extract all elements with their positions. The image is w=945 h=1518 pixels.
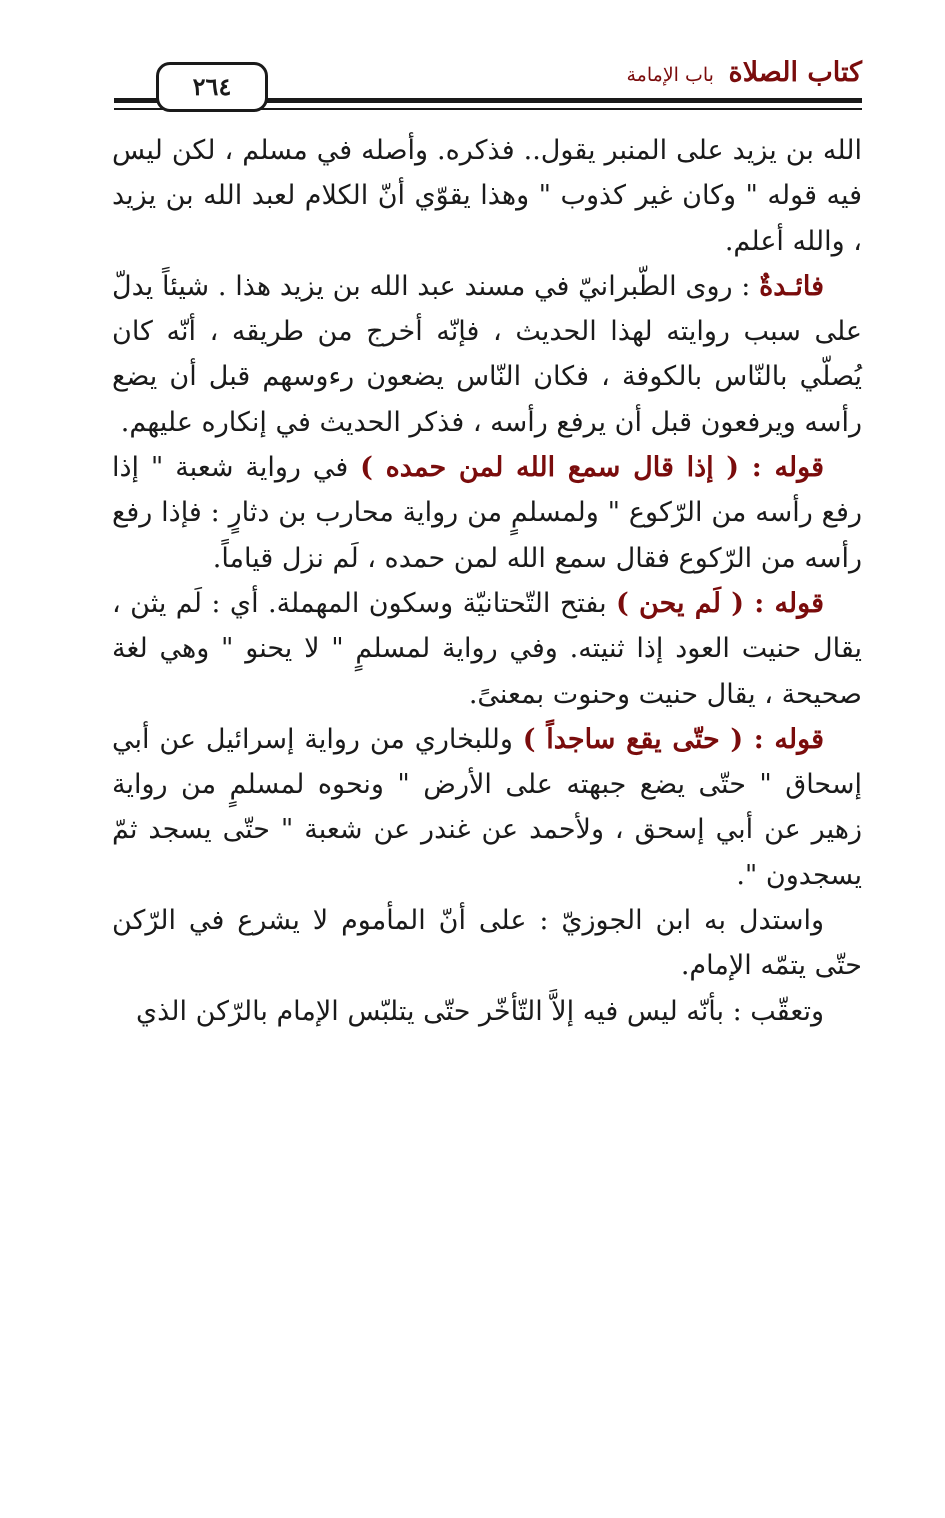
paragraph-lam-yahni [112,581,862,717]
paragraph-continuation [112,128,862,264]
paragraph-text: الله بن يزيد على المنبر يقول.. فذكره. وأصله في مسلم ، لكن ليس فيه قوله " وكان غير كذوب " وهذا يقوّي أنّ الكلام لعبد الله بن يزيد ، والله أعلم. [112,135,862,257]
paragraph-text: واستدل به ابن الجوزيّ : على أنّ المأموم لا يشرع في الرّكن حتّى يتمّه الإمام. [112,905,862,982]
paragraph-sami-allah [112,445,862,581]
page-number-box [156,62,268,112]
chapter-name: باب الإمامة [626,64,714,86]
paragraph-text: بفتح التّحتانيّة وسكون المهملة. أي : لَم يثن ، يقال حنيت العود إذا ثنيته. وفي رواية لمسلمٍ " لا يحنو " وهي لغة صحيحة ، يقال حنيت وحنوت بمعنىً. [112,587,862,710]
page-body [112,128,862,1034]
paragraph-taaqqub [112,989,862,1034]
paragraph-faida [112,264,862,445]
paragraph-heading: قوله : ( لَم يحن ) [616,587,825,619]
paragraph-text: في رواية شعبة " إذا رفع رأسه من الرّكوع " ولمسلمٍ من رواية محارب بن دثارٍ : فإذا رفع رأسه من الرّكوع فقال سمع الله لمن حمده ، لَم نزل قياماً. [112,452,862,574]
running-title [627,56,863,92]
paragraph-heading: فائـدةٌ [759,270,824,302]
paragraph-heading: قوله : ( إذا قال سمع الله لمن حمده ) [360,452,825,484]
paragraph-text: وتعقّب : بأنّه ليس فيه إلاَّ التّأخّر حتّى يتلبّس الإمام بالرّكن الذي [135,995,824,1027]
paragraph-ibn-aljawzi [112,898,862,989]
page-number: ٢٦٤ [192,72,232,101]
paragraph-text: وللبخاري من رواية إسرائيل عن أبي إسحاق " حتّى يضع جبهته على الأرض " ونحوه لمسلمٍ من رواية زهير عن أبي إسحق ، ولأحمد عن غندر عن شعبة " حتّى يسجد ثمّ يسجدون ". [112,723,862,891]
paragraph-hatta-yaqa [112,717,862,898]
paragraph-text: : روى الطّبرانيّ في مسند عبد الله بن يزيد هذا . شيئاً يدلّ على سبب روايته لهذا الحديث ، فإنّه أخرج من طريقه ، أنّه كان يُصلّي بالنّاس بالكوفة ، فكان النّاس يضعون رءوسهم قبل أن يضع رأسه ويرفعون قبل أن يرفع رأسه ، فذكر الحديث في إنكاره عليهم. [112,270,862,438]
page-header [114,48,862,118]
book-name: كتاب الصلاة [728,57,862,88]
paragraph-heading: قوله : ( حتّى يقع ساجداً ) [522,723,824,755]
